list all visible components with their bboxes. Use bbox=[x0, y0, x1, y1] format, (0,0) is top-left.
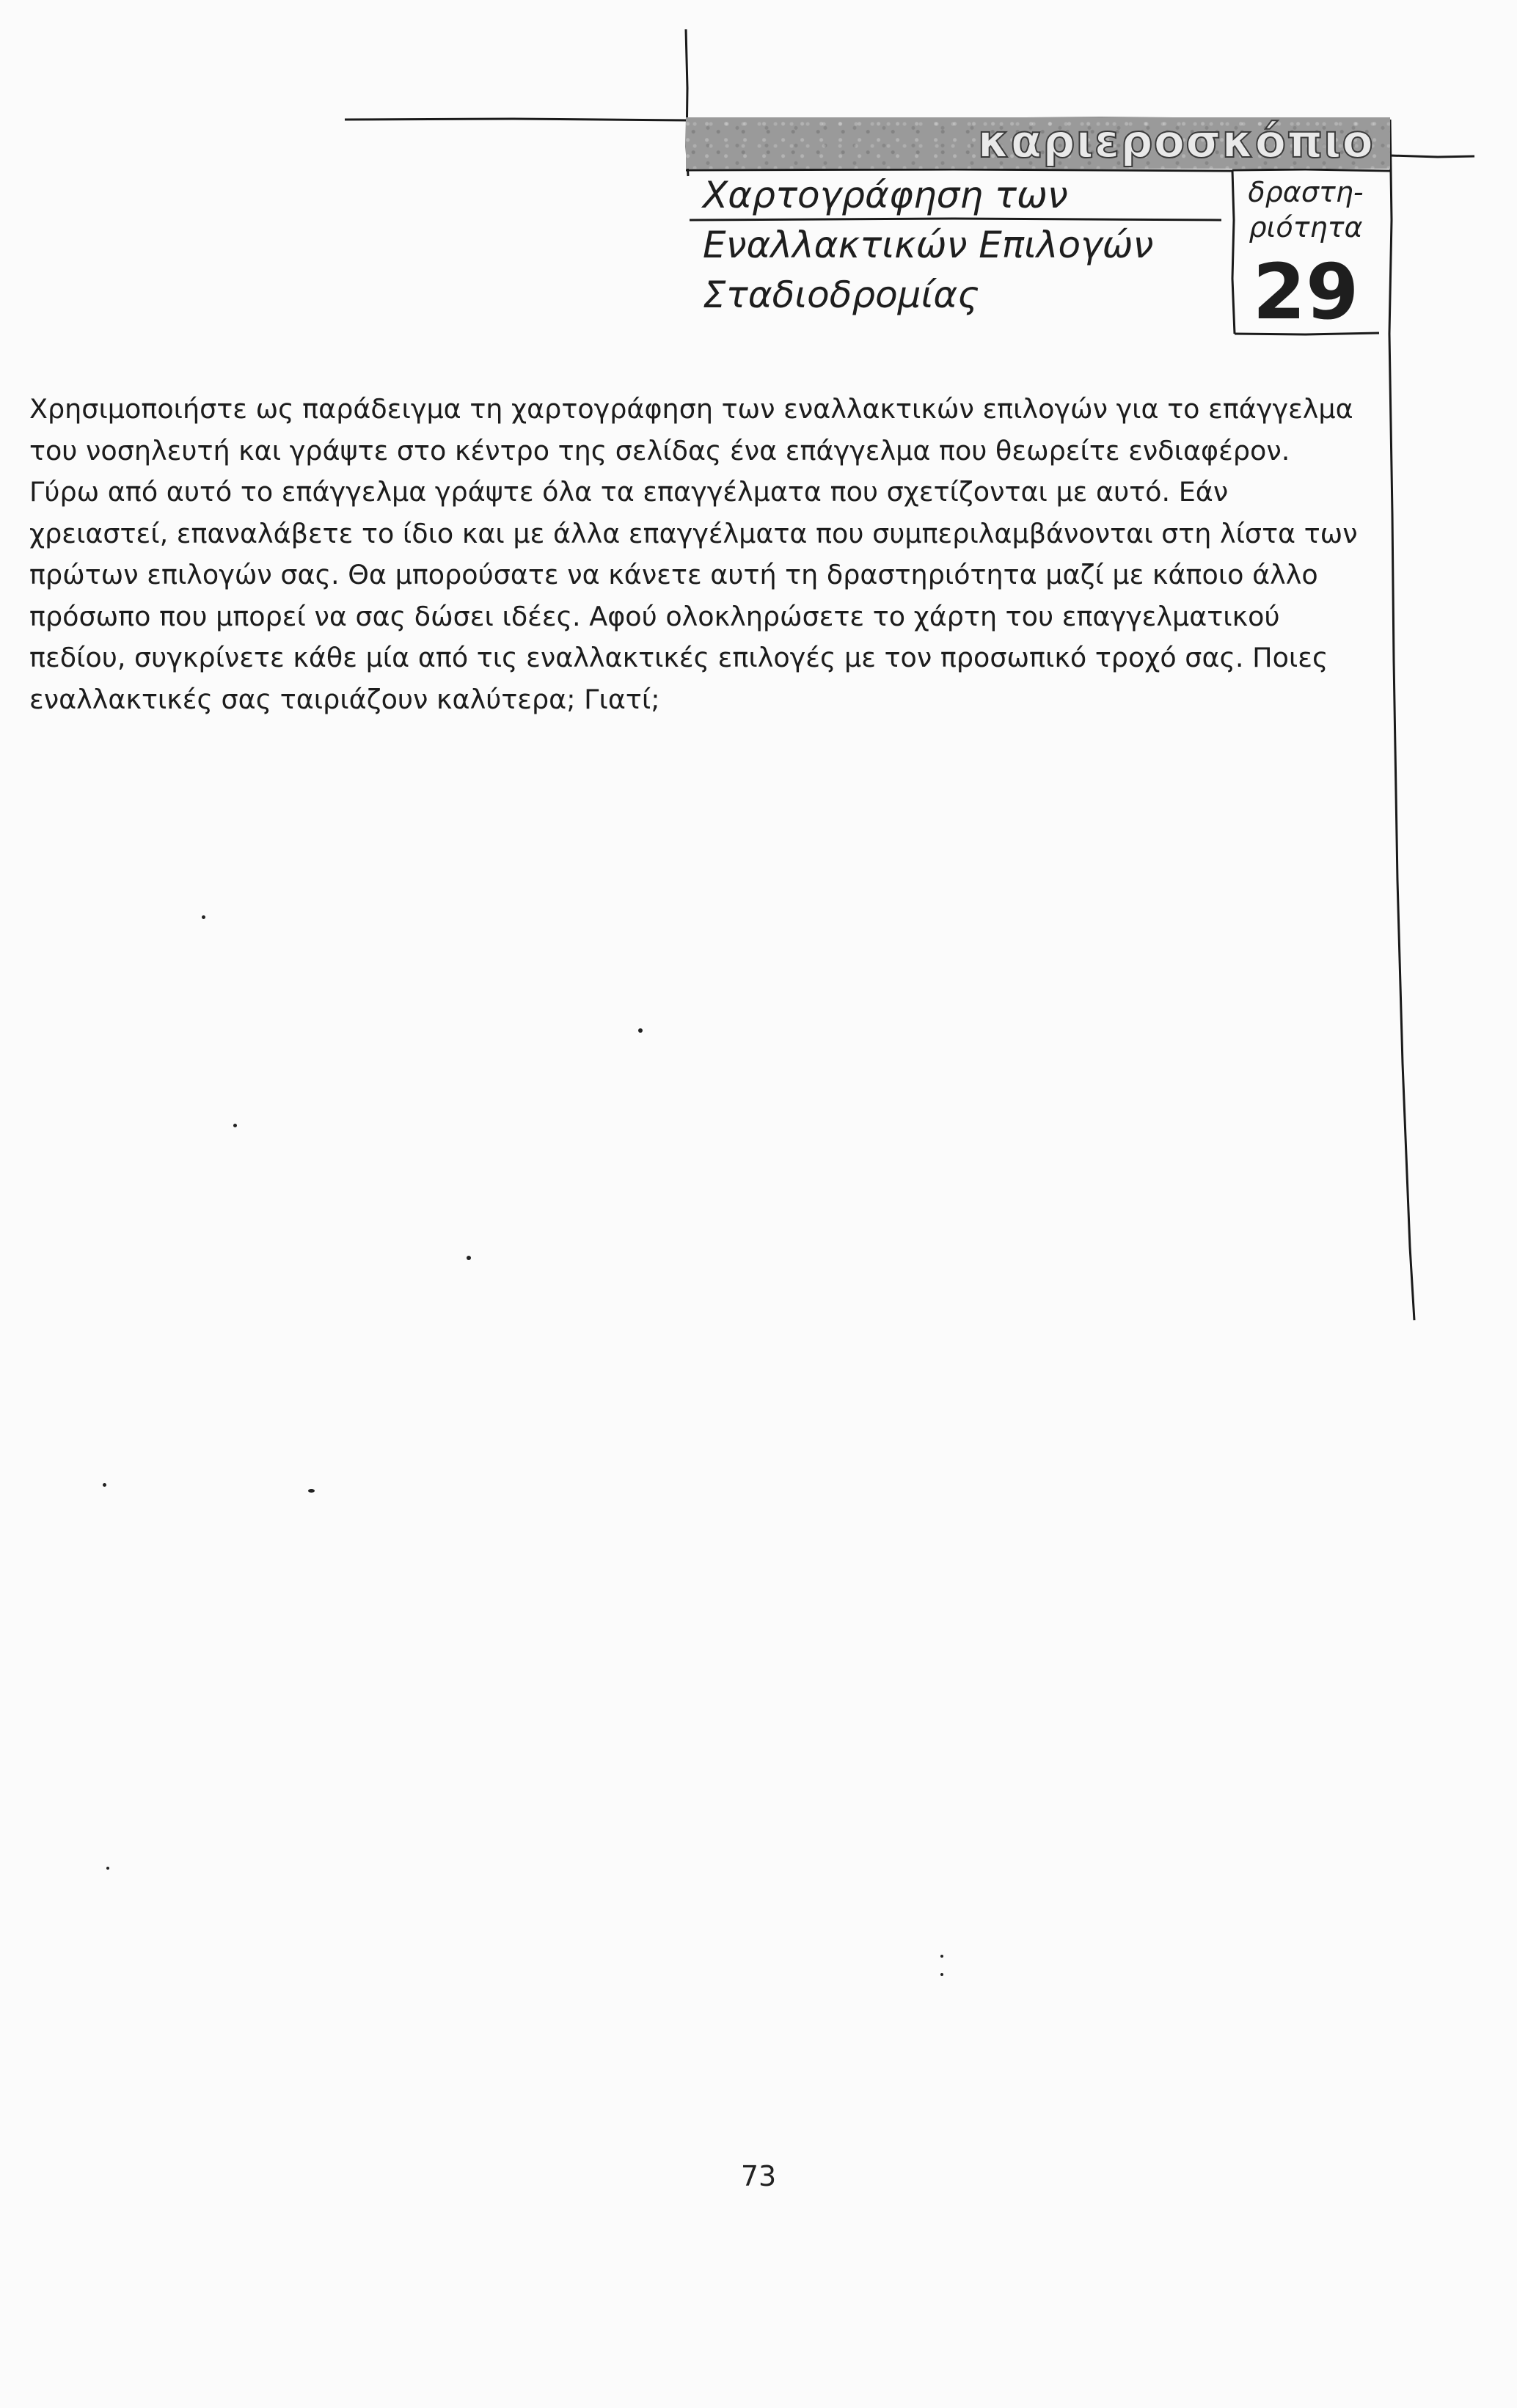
activity-label-1: δραστη- bbox=[1248, 176, 1364, 208]
activity-label-2: ριότητα bbox=[1249, 211, 1363, 244]
instructions-paragraph bbox=[29, 389, 1408, 720]
instruction-line: εναλλακτικές σας ταιριάζουν καλύτερα; Γιατί; bbox=[29, 683, 660, 715]
page-number: 73 bbox=[740, 2160, 777, 2192]
title-line-3: Σταδιοδρομίας bbox=[703, 274, 979, 316]
instruction-line: χρειαστεί, επαναλάβετε το ίδιο και με άλλα επαγγέλματα που συμπεριλαμβάνονται στη λίστα των bbox=[29, 517, 1358, 549]
instruction-line: πρώτων επιλογών σας. Θα μπορούσατε να κάνετε αυτή τη δραστηριότητα μαζί με κάποιο άλλο bbox=[29, 559, 1318, 590]
instruction-line: πεδίου, συγκρίνετε κάθε μία από τις εναλλακτικές επιλογές με τον προσωπικό τροχό σας. Ποιες bbox=[29, 642, 1328, 673]
header-banner bbox=[686, 114, 1390, 169]
activity-number-box bbox=[1232, 175, 1379, 336]
title-line-1: Χαρτογράφηση των bbox=[703, 174, 1068, 216]
scan-speck bbox=[638, 1028, 643, 1033]
scan-speck bbox=[467, 1256, 471, 1260]
activity-title bbox=[703, 170, 1153, 320]
activity-number: 29 bbox=[1252, 247, 1359, 337]
title-line-2: Εναλλακτικών Επιλογών bbox=[703, 224, 1154, 266]
scan-speck bbox=[940, 1973, 943, 1976]
instruction-line: του νοσηλευτή και γράψτε στο κέντρο της σελίδας ένα επάγγελμα που θεωρείτε ενδιαφέρον. bbox=[29, 434, 1290, 466]
instruction-line: πρόσωπο που μπορεί να σας δώσει ιδέες. Αφού ολοκληρώσετε το χάρτη του επαγγελματικού bbox=[29, 600, 1280, 632]
instruction-line: Χρησιμοποιήστε ως παράδειγμα τη χαρτογράφηση των εναλλακτικών επιλογών για το επάγγελμα bbox=[29, 393, 1353, 425]
instruction-line: Γύρω από αυτό το επάγγελμα γράψτε όλα τα επαγγέλματα που σχετίζονται με αυτό. Εάν bbox=[29, 476, 1229, 508]
scan-speck bbox=[233, 1124, 237, 1127]
scan-speck bbox=[103, 1483, 106, 1487]
scan-speck bbox=[202, 915, 205, 919]
scan-speck bbox=[106, 1867, 109, 1870]
scan-speck bbox=[308, 1489, 315, 1493]
scan-speck bbox=[940, 1955, 943, 1958]
banner-title: καριεροσκόπιο bbox=[977, 114, 1374, 168]
